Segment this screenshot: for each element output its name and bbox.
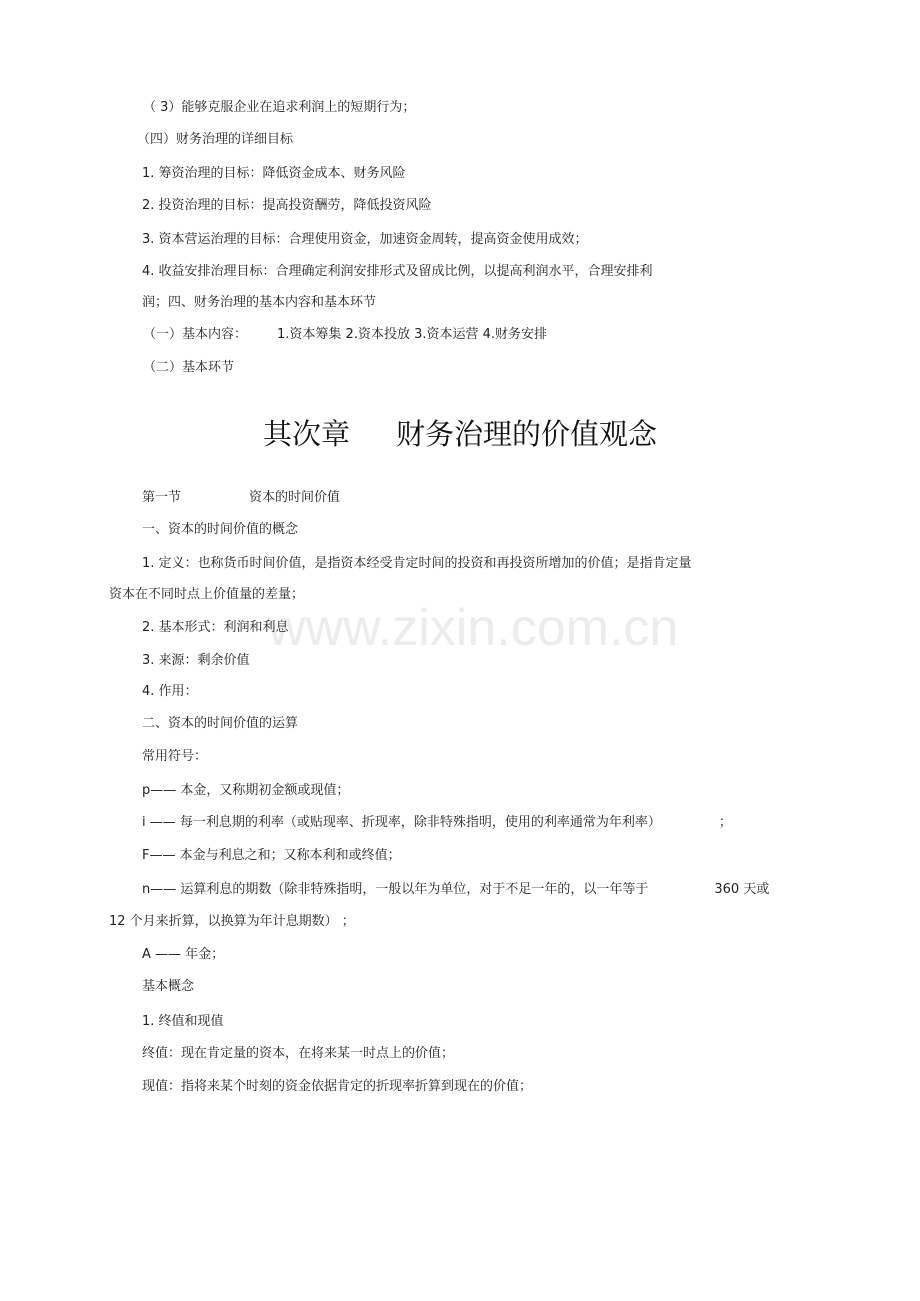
chapter-number: 其次章: [262, 417, 350, 451]
text-line: [142, 881, 769, 899]
text-line: p—— 本金，又称期初金额或现值；: [142, 783, 350, 798]
text-line: 常用符号：: [142, 749, 208, 764]
text-segment: i —— 每一利息期的利率（或贴现率、折现率，除非特殊指明，使用的利率通常为年利率）: [142, 815, 661, 830]
text-line: （ 3）能够克服企业在追求利润上的短期行为；: [143, 100, 416, 115]
text-line: 4. 收益安排治理目标：合理确定利润安排形式及留成比例，以提高利润水平，合理安排利: [142, 264, 653, 279]
text-line: A —— 年金；: [142, 947, 225, 962]
text-line: 2. 基本形式：利润和利息: [142, 620, 289, 635]
text-line: 12 个月来折算，以换算为年计息期数） ；: [109, 914, 355, 929]
text-line: 2. 投资治理的目标：提高投资酬劳，降低投资风险: [142, 198, 432, 213]
text-line: 现值：指将来某个时刻的资金依据肯定的折现率折算到现在的价值；: [142, 1079, 533, 1094]
text-segment: n—— 运算利息的期数（除非特殊指明，一般以年为单位，对于不足一年的，以一年等于: [142, 882, 649, 897]
text-line: 3. 来源：剩余价值: [142, 653, 250, 668]
chapter-name: 财务治理的价值观念: [396, 417, 658, 451]
text-line: 1. 定义：也称货币时间价值，是指资本经受肯定时间的投资和再投资所增加的价值；是指肯定量: [142, 556, 692, 571]
text-line: 润；四、财务治理的基本内容和基本环节: [142, 295, 377, 310]
text-line: （四）财务治理的详细目标: [137, 132, 294, 147]
chapter-title: [0, 412, 920, 456]
text-segment: （一）基本内容：: [143, 327, 248, 342]
text-line: 二、资本的时间价值的运算: [142, 716, 299, 731]
text-line: 基本概念: [142, 979, 195, 994]
text-segment: 资本的时间价值: [249, 490, 341, 505]
text-segment: ；: [718, 815, 732, 830]
text-segment: 1.资本筹集 2.资本投放 3.资本运营 4.财务安排: [277, 327, 548, 342]
text-segment: 第一节: [142, 490, 182, 505]
text-line: [143, 326, 547, 344]
text-line: 3. 资本营运治理的目标：合理使用资金，加速资金周转，提高资金使用成效；: [142, 232, 588, 247]
text-line: 终值：现在肯定量的资本，在将来某一时点上的价值；: [142, 1046, 455, 1061]
text-line: 1. 筹资治理的目标：降低资金成本、财务风险: [142, 166, 406, 181]
text-line: 4. 作用：: [142, 684, 198, 699]
text-line: 一、资本的时间价值的概念: [142, 522, 299, 537]
text-line: [142, 814, 732, 832]
text-line: 1. 终值和现值: [142, 1014, 224, 1029]
text-line: F—— 本金与利息之和；又称本利和或终值；: [142, 848, 401, 863]
watermark: www.zixin.com.cn: [268, 599, 679, 657]
text-line: （二）基本环节: [143, 360, 235, 375]
text-segment: 360 天或: [714, 882, 770, 897]
text-line: 资本在不同时点上价值量的差量；: [109, 587, 305, 602]
section-heading: [142, 489, 340, 507]
